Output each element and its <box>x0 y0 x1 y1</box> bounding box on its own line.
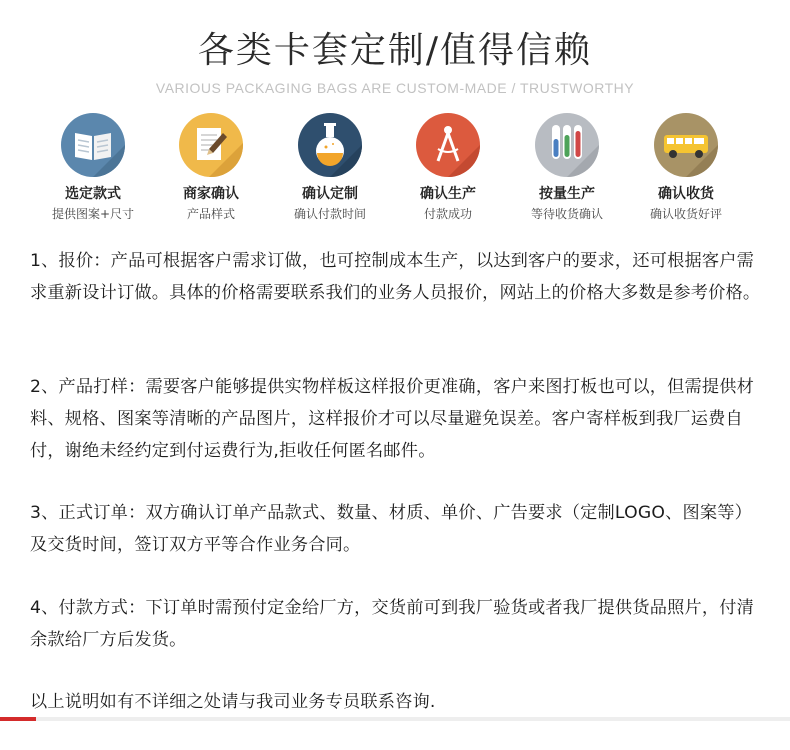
paragraph-order: 3、正式订单：双方确认订单产品款式、数量、材质、单价、广告要求（定制LOGO、图案等）及交货时间，签订双方平等合作业务合同。 <box>30 503 753 555</box>
flask-icon <box>298 113 362 177</box>
step-name: 按量生产 <box>539 186 595 202</box>
step-name: 选定款式 <box>65 186 121 202</box>
step-mass-production <box>507 113 627 222</box>
bus-icon <box>654 113 718 177</box>
paragraph-sample: 2、产品打样：需要客户能够提供实物样板这样报价更准确，客户来图打板也可以，但需提供材料、规格、图案等清晰的产品图片，这样报价才可以尽量避免误差。客户寄样板到我厂运费自付，谢绝未经约定到付运费行为,拒收任何匿名邮件。 <box>30 377 755 461</box>
step-confirm-production <box>388 113 508 222</box>
compass-icon <box>416 113 480 177</box>
book-icon <box>61 113 125 177</box>
paragraph-note: 以上说明如有不详细之处请与我司业务专员联系咨询. <box>30 692 436 712</box>
bottom-divider-accent <box>0 717 36 721</box>
process-steps <box>8 113 782 223</box>
paragraph-payment: 4、付款方式：下订单时需预付定金给厂方，交货前可到我厂验货或者我厂提供货品照片，付清余款给厂方后发货。 <box>30 598 755 650</box>
step-name: 确认收货 <box>658 186 714 202</box>
step-desc: 等待收货确认 <box>530 207 603 221</box>
step-desc: 确认收货好评 <box>649 207 722 221</box>
step-select-style <box>33 113 153 222</box>
step-name: 商家确认 <box>183 186 239 202</box>
paragraph-quotation: 1、报价：产品可根据客户需求订做，也可控制成本生产，以达到客户的要求，还可根据客户需求重新设计订做。具体的价格需要联系我们的业务人员报价，网站上的价格大多数是参考价格。 <box>30 251 761 303</box>
test-tubes-icon <box>535 113 599 177</box>
step-desc: 付款成功 <box>423 207 472 221</box>
step-merchant-confirm <box>151 113 271 222</box>
step-confirm-receipt <box>626 113 746 222</box>
step-name: 确认生产 <box>420 186 476 202</box>
notepad-pencil-icon <box>179 113 243 177</box>
step-name: 确认定制 <box>302 186 358 202</box>
step-desc: 产品样式 <box>186 207 235 221</box>
page-subtitle: VARIOUS PACKAGING BAGS ARE CUSTOM-MADE / TRUSTWORTHY <box>155 80 635 96</box>
page-title: 各类卡套定制/值得信赖 <box>197 30 593 71</box>
step-desc: 提供图案+尺寸 <box>51 207 135 221</box>
step-desc: 确认付款时间 <box>293 207 366 221</box>
bottom-divider <box>0 717 790 721</box>
step-confirm-custom <box>270 113 390 222</box>
